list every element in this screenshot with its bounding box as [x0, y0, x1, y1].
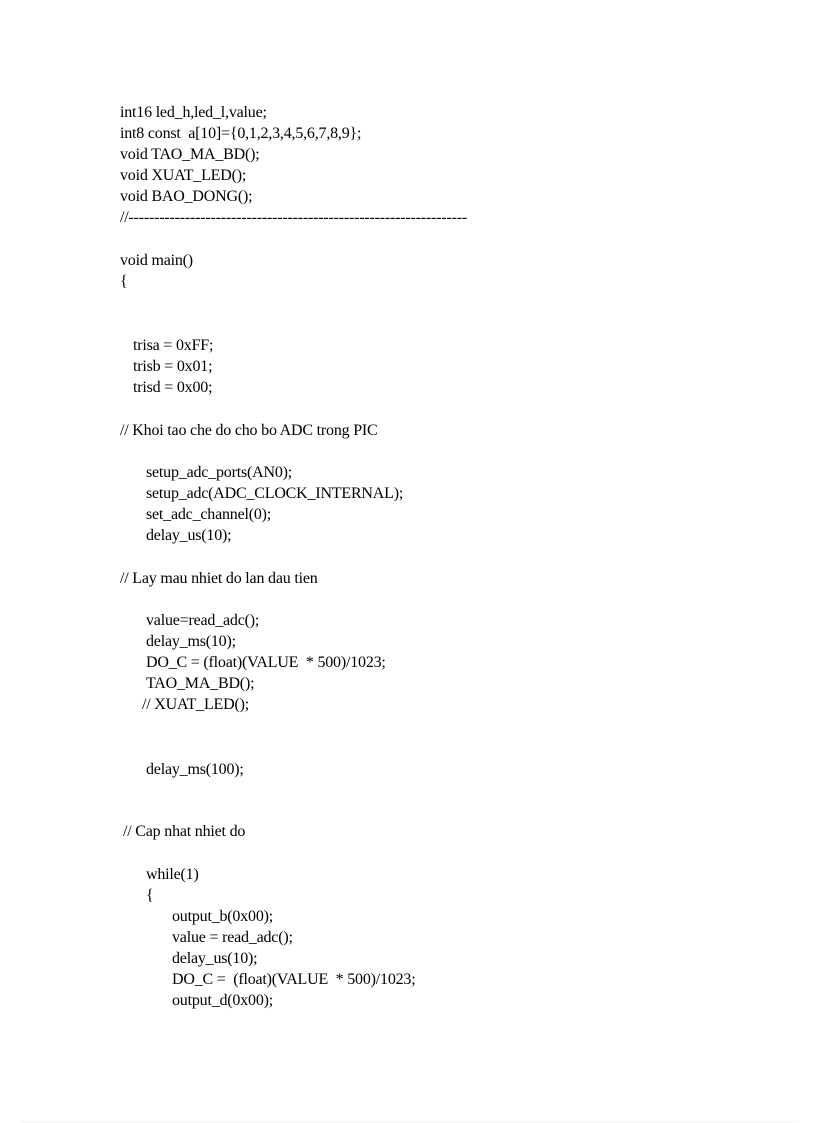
code-line: void main() [120, 252, 193, 269]
code-line: { [120, 273, 128, 290]
code-line: output_d(0x00); [172, 992, 273, 1009]
code-line: output_b(0x00); [172, 908, 273, 925]
code-line: void BAO_DONG(); [120, 188, 253, 205]
code-line: delay_ms(10); [146, 633, 236, 650]
code-line: trisd = 0x00; [133, 379, 213, 396]
comment-line: // Lay mau nhiet do lan dau tien [120, 570, 318, 587]
code-line: trisa = 0xFF; [133, 337, 214, 354]
code-line: void XUAT_LED(); [120, 167, 247, 184]
comment-line: // XUAT_LED(); [142, 696, 249, 713]
code-line: set_adc_channel(0); [146, 506, 272, 523]
code-line: DO_C = (float)(VALUE * 500)/1023; [146, 654, 386, 671]
code-line: setup_adc_ports(AN0); [146, 464, 292, 481]
code-line: int16 led_h,led_l,value; [120, 104, 267, 121]
code-line: delay_ms(100); [146, 761, 244, 778]
code-line: { [146, 887, 154, 904]
code-line: delay_us(10); [172, 950, 258, 967]
code-line: trisb = 0x01; [133, 358, 213, 375]
comment-line: // Khoi tao che do cho bo ADC trong PIC [120, 422, 378, 439]
code-line: int8 const a[10]={0,1,2,3,4,5,6,7,8,9}; [120, 125, 362, 142]
page-bottom-divider [20, 1121, 796, 1122]
code-line: setup_adc(ADC_CLOCK_INTERNAL); [146, 485, 404, 502]
code-line: DO_C = (float)(VALUE * 500)/1023; [172, 971, 416, 988]
separator-comment: //------------------------------------------------------------------ [120, 209, 467, 226]
code-line: while(1) [146, 866, 199, 883]
code-line: value=read_adc(); [146, 612, 260, 629]
code-line: TAO_MA_BD(); [146, 675, 255, 692]
code-line: value = read_adc(); [172, 929, 293, 946]
code-line: void TAO_MA_BD(); [120, 146, 260, 163]
comment-line: // Cap nhat nhiet do [123, 823, 246, 840]
code-line: delay_us(10); [146, 527, 232, 544]
